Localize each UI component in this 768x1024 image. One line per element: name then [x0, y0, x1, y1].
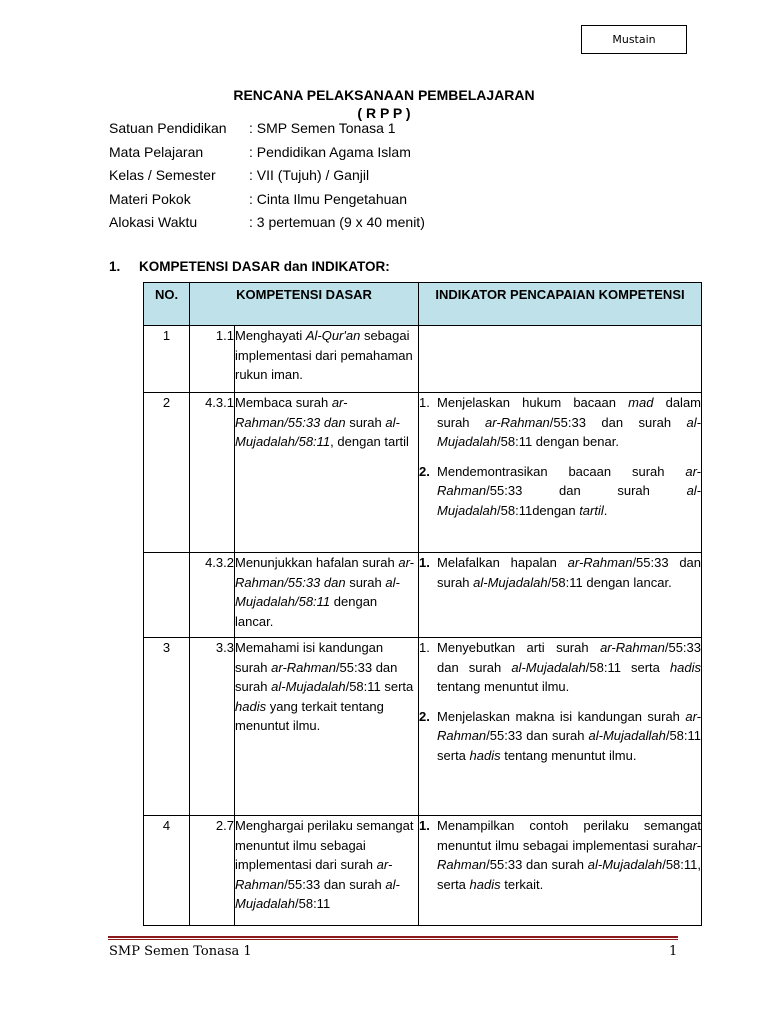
text-run: /55:33 dan surah: [486, 728, 589, 743]
text-run: /55:33 dan surah: [437, 640, 702, 675]
footer-rule-thin: [108, 939, 678, 940]
italic-term: ar-Rahman/55:33 dan: [235, 555, 414, 590]
indicator-number: 2.: [419, 708, 430, 724]
indicator-item: [419, 393, 701, 452]
table-row: [144, 816, 702, 926]
indicator-number: 1.: [419, 640, 430, 655]
italic-term: ar-Rahman: [600, 640, 665, 655]
text-run: Mendemontrasikan bacaan surah: [437, 463, 686, 479]
indicator-text: [437, 816, 701, 894]
info-label: Alokasi Waktu: [109, 214, 198, 230]
indicator-item: [419, 462, 701, 521]
italic-term: ar-Rahman/55:33 dan: [235, 395, 350, 430]
kd-text: [235, 816, 419, 926]
info-value: : 3 pertemuan (9 x 40 menit): [249, 214, 425, 230]
document-title: RENCANA PELAKSANAAN PEMBELAJARAN: [233, 87, 535, 103]
italic-term: ar-Rahman: [485, 414, 550, 430]
italic-term: al-Mujadalah: [587, 857, 663, 872]
info-label: Satuan Pendidikan: [109, 120, 227, 136]
indicator-item: [419, 707, 701, 766]
indicator-item: [419, 816, 701, 894]
italic-term: al-Mujadalah/58:11: [235, 414, 400, 449]
text-run: /58:11 dengan benar.: [497, 434, 619, 449]
kd-code: 4.3.2: [190, 553, 235, 638]
info-label: Kelas / Semester: [109, 167, 216, 183]
text-run: Melafalkan hapalan: [437, 555, 568, 570]
kd-text: [235, 553, 419, 638]
text-run: /55:33 dan surah: [486, 483, 687, 498]
table-row: [144, 326, 702, 393]
text-run: Memahami isi kandungan surah: [235, 640, 384, 675]
table-row: [144, 393, 702, 553]
header-indikator: INDIKATOR PENCAPAIAN KOMPETENSI: [419, 283, 702, 326]
text-run: Menunjukkan hafalan surah: [235, 555, 399, 570]
indicator-list: [419, 326, 702, 393]
indicator-list: [419, 816, 702, 926]
table-row: [144, 553, 702, 638]
text-run: terkait.: [500, 876, 544, 892]
text-run: /55:33 dan surah: [284, 876, 386, 892]
text-run: Menjelaskan makna isi kandungan surah: [437, 708, 686, 724]
section-heading: [109, 258, 390, 276]
indicator-list: [419, 553, 702, 638]
text-run: sebagai implementasi dari pemahaman rukun iman.: [235, 328, 413, 382]
indicator-text: [437, 553, 701, 592]
italic-term: ar-Rahman: [235, 857, 393, 892]
section-number: 1.: [109, 259, 121, 274]
italic-term: al-Mujadalah: [437, 483, 702, 518]
kd-text: [235, 393, 419, 553]
text-run: Menghargai perilaku semangat menuntut ilmu sebagai implementasi dari surah: [235, 818, 414, 872]
italic-term: tartil: [579, 502, 604, 518]
text-run: , dengan tartil: [330, 434, 409, 449]
competency-table: [143, 282, 702, 926]
italic-term: al-Mujadalah/58:11: [235, 574, 400, 609]
section-title: KOMPETENSI DASAR dan INDIKATOR:: [139, 259, 390, 274]
indicator-text: [437, 393, 701, 452]
italic-term: Al-Qur'an: [305, 328, 361, 343]
text-run: /58:11dengan: [497, 502, 580, 518]
text-run: tentang menuntut ilmu.: [437, 679, 570, 694]
footer-rule: [108, 936, 678, 938]
indicator-item: [419, 553, 701, 592]
indicator-number: 1.: [419, 555, 430, 570]
italic-term: al-Mujadalah: [473, 574, 548, 590]
info-label: Materi Pokok: [109, 190, 191, 207]
text-run: /55:33 dan surah: [486, 857, 588, 872]
text-run: Menyebutkan arti surah: [437, 640, 601, 655]
text-run: dengan lancar.: [235, 594, 378, 629]
header-kompetensi-dasar: KOMPETENSI DASAR: [190, 283, 419, 326]
row-number: 1: [144, 326, 190, 393]
text-run: .: [603, 502, 608, 518]
indicator-number: 1.: [419, 395, 430, 410]
kd-code: 3.3: [190, 638, 235, 816]
italic-term: ar-Rahman: [437, 837, 702, 872]
kd-text: [235, 326, 419, 393]
author-name-box: Mustain: [581, 25, 687, 54]
kd-code: 2.7: [190, 816, 235, 926]
header-no: NO.: [144, 283, 190, 326]
row-number: 2: [144, 393, 190, 553]
italic-term: al-Mujadalah: [437, 414, 701, 449]
row-number: [144, 553, 190, 638]
italic-term: hadis: [469, 876, 501, 892]
indicator-number: 2.: [419, 463, 430, 479]
italic-term: mad: [628, 395, 654, 410]
text-run: /55:33 dan surah: [437, 555, 702, 590]
italic-term: hadis: [669, 659, 702, 675]
kd-code: 1.1: [190, 326, 235, 393]
text-run: /58:11 dengan lancar.: [547, 574, 672, 590]
text-run: Menghayati: [235, 328, 306, 343]
info-value: : Cinta Ilmu Pengetahuan: [249, 190, 407, 207]
indicator-text: [437, 462, 701, 521]
text-run: /55:33 dan surah: [549, 414, 687, 430]
text-run: dalam surah: [437, 395, 701, 430]
text-run: /58:11 serta: [345, 679, 414, 694]
italic-term: al-Mujadalah: [271, 679, 346, 694]
table-header-row: [144, 283, 702, 326]
italic-term: al-Mujadalah: [511, 659, 586, 675]
indicator-text: [437, 638, 701, 697]
italic-term: al-Mujadalah: [235, 876, 400, 911]
indicator-list: [419, 638, 702, 816]
text-run: /58:11 serta: [437, 728, 702, 763]
italic-term: hadis: [235, 698, 267, 714]
info-value: : Pendidikan Agama Islam: [249, 143, 411, 160]
document-subtitle: ( R P P ): [357, 105, 411, 121]
text-run: Menjelaskan hukum bacaan: [437, 395, 629, 410]
text-run: /58:11: [295, 896, 331, 911]
text-run: tentang menuntut ilmu.: [500, 747, 637, 763]
table-row: [144, 638, 702, 816]
text-run: /58:11 serta: [585, 659, 670, 675]
kd-code: 4.3.1: [190, 393, 235, 553]
text-run: Menampilkan contoh perilaku semangat menuntut ilmu sebagai implementasi surah: [437, 818, 702, 853]
italic-term: ar-Rahman: [271, 659, 336, 675]
indicator-text: [437, 707, 701, 766]
text-run: /58:11, serta: [437, 857, 702, 892]
row-number: 3: [144, 638, 190, 816]
text-run: /55:33 dan surah: [235, 659, 398, 694]
italic-term: ar-Rahman: [437, 708, 702, 743]
row-number: 4: [144, 816, 190, 926]
italic-term: ar-Rahman: [567, 555, 633, 570]
text-run: Membaca surah: [235, 395, 332, 410]
italic-term: ar-Rahman: [437, 463, 702, 498]
text-run: yang terkait tentang menuntut ilmu.: [235, 698, 384, 733]
info-value: : VII (Tujuh) / Ganjil: [249, 167, 370, 183]
text-run: surah: [349, 574, 386, 590]
page-number: 1: [669, 944, 678, 959]
indicator-number: 1.: [419, 818, 430, 833]
kd-text: [235, 638, 419, 816]
italic-term: hadis: [469, 747, 501, 763]
indicator-item: [419, 638, 701, 697]
info-value: : SMP Semen Tonasa 1: [249, 120, 396, 136]
italic-term: al-Mujadallah: [588, 728, 666, 743]
indicator-list: [419, 393, 702, 553]
info-label: Mata Pelajaran: [109, 143, 204, 160]
text-run: surah: [349, 414, 386, 430]
footer-school: SMP Semen Tonasa 1: [109, 944, 252, 959]
